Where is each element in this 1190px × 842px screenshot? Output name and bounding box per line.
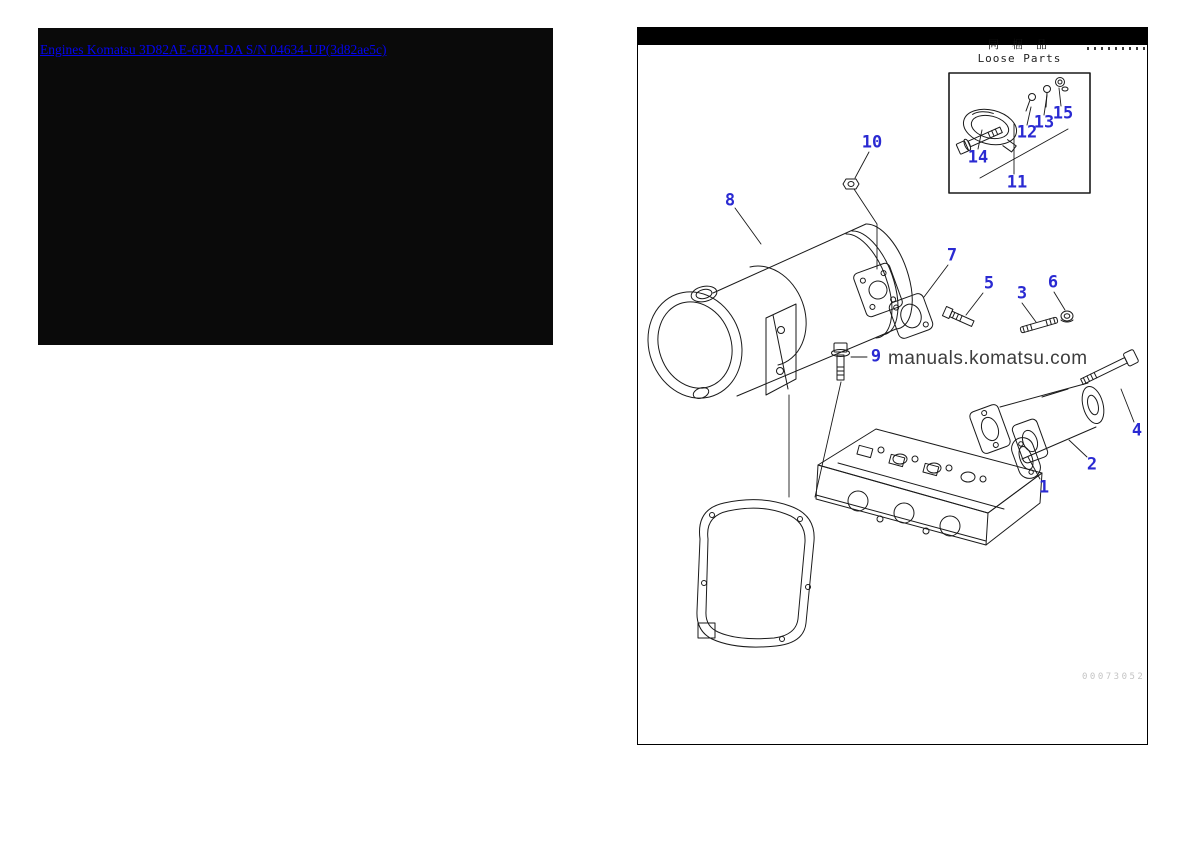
cylinder-head-drawing	[816, 429, 1042, 545]
callout-8: 8	[724, 190, 736, 211]
callout-2: 2	[1086, 454, 1098, 475]
thumbnail-placeholder	[38, 28, 553, 345]
callout-11: 11	[1006, 172, 1028, 193]
callout-15: 15	[1052, 103, 1074, 124]
callout-10: 10	[861, 132, 883, 153]
loose-parts-title-en: Loose Parts	[977, 52, 1062, 65]
bolt-9-drawing	[832, 343, 850, 380]
bolt-4-drawing	[1079, 349, 1139, 388]
nut-10-drawing	[843, 179, 859, 189]
callout-5: 5	[983, 273, 995, 294]
leader-lines	[735, 88, 1134, 497]
manifold-drawing	[968, 383, 1107, 464]
gasket-1-drawing	[1008, 435, 1043, 482]
callout-12: 12	[1016, 122, 1038, 143]
gasket-7-drawing	[888, 292, 935, 340]
callout-3: 3	[1016, 283, 1028, 304]
muffler-drawing	[638, 224, 912, 411]
stud-3-drawing	[1020, 317, 1058, 333]
callout-1: 1	[1038, 477, 1050, 498]
callout-6: 6	[1047, 272, 1059, 293]
drawing-number: 00073052	[1082, 672, 1146, 682]
model-link[interactable]: Engines Komatsu 3D82AE-6BM-DA S/N 04634-UP(3d82ae5c)	[40, 42, 387, 57]
callout-9: 9	[870, 346, 882, 367]
parts-diagram-drawing	[638, 27, 1149, 745]
callout-7: 7	[946, 245, 958, 266]
nut-15-drawing	[1056, 78, 1069, 92]
callout-13: 13	[1033, 112, 1055, 133]
parts-diagram-panel	[637, 27, 1148, 745]
callout-4: 4	[1131, 420, 1143, 441]
cover-drawing	[697, 500, 814, 647]
nut-6-drawing	[1061, 311, 1073, 322]
watermark-text: manuals.komatsu.com	[888, 348, 1088, 369]
callout-14: 14	[967, 147, 989, 168]
loose-parts-title-jp: 同 梱 品	[987, 39, 1053, 51]
